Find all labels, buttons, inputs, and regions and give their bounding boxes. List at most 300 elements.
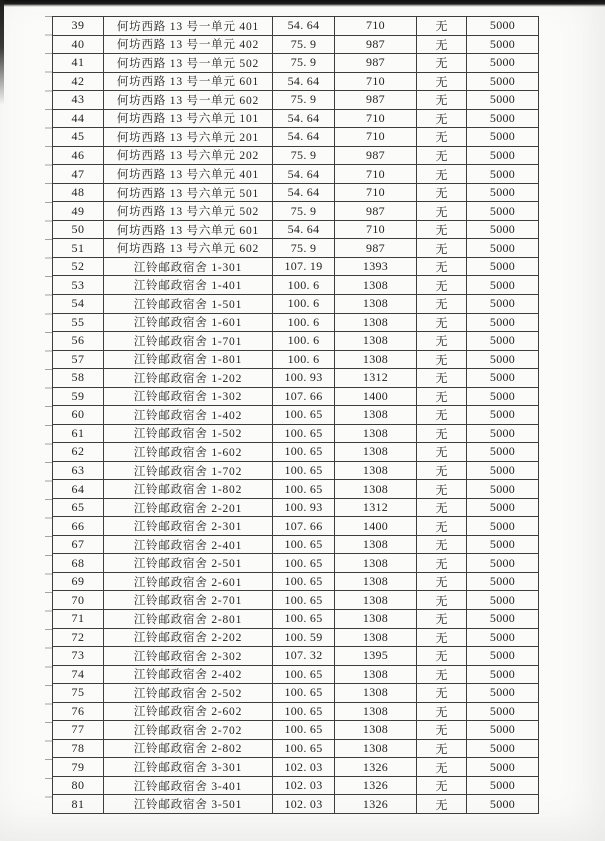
table-cell: 无	[417, 610, 467, 629]
table-row	[53, 72, 539, 91]
table-cell: 1308	[335, 424, 417, 443]
table-cell: 66	[53, 517, 104, 536]
table-cell: 41	[53, 54, 104, 73]
table-cell: 5000	[467, 554, 539, 573]
table-cell: 无	[417, 443, 467, 462]
table-cell: 100. 65	[273, 424, 335, 443]
table-cell: 5000	[467, 498, 539, 517]
table-cell: 无	[417, 350, 467, 369]
table-cell: 100. 65	[273, 702, 335, 721]
table-cell: 无	[417, 202, 467, 221]
table-cell: 100. 65	[273, 739, 335, 758]
table-cell: 79	[53, 758, 104, 777]
table-row	[53, 294, 539, 313]
table-row	[53, 276, 539, 295]
table-cell: 1308	[335, 665, 417, 684]
table-cell: 1326	[335, 776, 417, 795]
table-cell: 何坊西路 13 号一单元 502	[104, 54, 273, 73]
table-cell: 5000	[467, 758, 539, 777]
table-cell: 100. 65	[273, 572, 335, 591]
table-cell: 1308	[335, 572, 417, 591]
table-cell: 何坊西路 13 号六单元 202	[104, 146, 273, 165]
table-cell: 无	[417, 406, 467, 425]
table-cell: 江铃邮政宿舍 3-301	[104, 758, 273, 777]
property-table-body	[53, 17, 539, 814]
table-cell: 5000	[467, 165, 539, 184]
table-cell: 江铃邮政宿舍 2-402	[104, 665, 273, 684]
table-cell: 1308	[335, 350, 417, 369]
table-cell: 5000	[467, 350, 539, 369]
table-cell: 无	[417, 776, 467, 795]
table-cell: 江铃邮政宿舍 2-302	[104, 647, 273, 666]
table-cell: 5000	[467, 702, 539, 721]
table-cell: 无	[417, 647, 467, 666]
table-cell: 江铃邮政宿舍 1-701	[104, 332, 273, 351]
table-cell: 江铃邮政宿舍 2-602	[104, 702, 273, 721]
table-row	[53, 332, 539, 351]
table-cell: 54. 64	[273, 128, 335, 147]
table-cell: 何坊西路 13 号六单元 601	[104, 220, 273, 239]
table-row	[53, 220, 539, 239]
table-cell: 江铃邮政宿舍 2-401	[104, 535, 273, 554]
table-cell: 5000	[467, 572, 539, 591]
table-cell: 5000	[467, 461, 539, 480]
table-cell: 无	[417, 17, 467, 36]
table-row	[53, 776, 539, 795]
table-cell: 江铃邮政宿舍 2-201	[104, 498, 273, 517]
table-row	[53, 591, 539, 610]
table-cell: 1308	[335, 739, 417, 758]
table-cell: 52	[53, 257, 104, 276]
table-cell: 62	[53, 443, 104, 462]
table-cell: 75. 9	[273, 35, 335, 54]
table-cell: 1308	[335, 535, 417, 554]
table-cell: 5000	[467, 257, 539, 276]
table-row	[53, 758, 539, 777]
table-cell: 无	[417, 387, 467, 406]
table-cell: 69	[53, 572, 104, 591]
table-cell: 46	[53, 146, 104, 165]
table-cell: 710	[335, 220, 417, 239]
table-row	[53, 91, 539, 110]
table-cell: 75. 9	[273, 54, 335, 73]
table-cell: 何坊西路 13 号六单元 201	[104, 128, 273, 147]
table-row	[53, 461, 539, 480]
table-cell: 无	[417, 109, 467, 128]
table-cell: 100. 93	[273, 498, 335, 517]
table-cell: 61	[53, 424, 104, 443]
table-cell: 无	[417, 498, 467, 517]
table-cell: 60	[53, 406, 104, 425]
table-cell: 无	[417, 517, 467, 536]
table-cell: 无	[417, 128, 467, 147]
table-cell: 5000	[467, 610, 539, 629]
table-cell: 江铃邮政宿舍 1-501	[104, 294, 273, 313]
table-cell: 1308	[335, 461, 417, 480]
table-cell: 无	[417, 535, 467, 554]
table-cell: 5000	[467, 220, 539, 239]
table-row	[53, 183, 539, 202]
table-row	[53, 572, 539, 591]
table-cell: 75. 9	[273, 239, 335, 258]
table-cell: 1308	[335, 332, 417, 351]
table-cell: 100. 65	[273, 665, 335, 684]
table-cell: 何坊西路 13 号六单元 602	[104, 239, 273, 258]
table-cell: 何坊西路 13 号六单元 101	[104, 109, 273, 128]
table-row	[53, 369, 539, 388]
table-row	[53, 239, 539, 258]
table-cell: 无	[417, 165, 467, 184]
table-row	[53, 54, 539, 73]
table-row	[53, 109, 539, 128]
table-row	[53, 313, 539, 332]
table-cell: 5000	[467, 406, 539, 425]
table-cell: 78	[53, 739, 104, 758]
table-cell: 江铃邮政宿舍 2-802	[104, 739, 273, 758]
table-cell: 710	[335, 165, 417, 184]
table-cell: 1326	[335, 795, 417, 814]
table-cell: 5000	[467, 369, 539, 388]
table-cell: 江铃邮政宿舍 2-501	[104, 554, 273, 573]
table-cell: 5000	[467, 443, 539, 462]
table-cell: 江铃邮政宿舍 1-202	[104, 369, 273, 388]
table-cell: 5000	[467, 109, 539, 128]
table-cell: 江铃邮政宿舍 3-501	[104, 795, 273, 814]
table-cell: 65	[53, 498, 104, 517]
table-cell: 江铃邮政宿舍 2-701	[104, 591, 273, 610]
table-cell: 987	[335, 146, 417, 165]
table-row	[53, 647, 539, 666]
table-cell: 无	[417, 461, 467, 480]
table-cell: 江铃邮政宿舍 1-801	[104, 350, 273, 369]
table-cell: 987	[335, 202, 417, 221]
table-cell: 100. 6	[273, 276, 335, 295]
table-cell: 1308	[335, 628, 417, 647]
table-cell: 无	[417, 665, 467, 684]
table-cell: 107. 66	[273, 387, 335, 406]
table-cell: 100. 65	[273, 610, 335, 629]
table-row	[53, 387, 539, 406]
table-cell: 75. 9	[273, 202, 335, 221]
table-cell: 50	[53, 220, 104, 239]
table-row	[53, 628, 539, 647]
table-cell: 无	[417, 424, 467, 443]
table-cell: 5000	[467, 239, 539, 258]
table-cell: 1308	[335, 276, 417, 295]
table-cell: 江铃邮政宿舍 2-702	[104, 721, 273, 740]
table-row	[53, 443, 539, 462]
table-cell: 102. 03	[273, 776, 335, 795]
table-cell: 无	[417, 758, 467, 777]
table-cell: 100. 6	[273, 350, 335, 369]
table-cell: 710	[335, 72, 417, 91]
table-cell: 无	[417, 35, 467, 54]
table-cell: 5000	[467, 535, 539, 554]
scan-top-edge-artifact	[0, 0, 605, 7]
table-cell: 70	[53, 591, 104, 610]
table-cell: 100. 6	[273, 313, 335, 332]
table-cell: 43	[53, 91, 104, 110]
table-cell: 江铃邮政宿舍 1-502	[104, 424, 273, 443]
table-cell: 100. 65	[273, 535, 335, 554]
table-cell: 54. 64	[273, 183, 335, 202]
table-cell: 江铃邮政宿舍 1-402	[104, 406, 273, 425]
table-cell: 58	[53, 369, 104, 388]
table-row	[53, 684, 539, 703]
table-cell: 5000	[467, 128, 539, 147]
table-row	[53, 35, 539, 54]
table-cell: 1308	[335, 591, 417, 610]
table-cell: 55	[53, 313, 104, 332]
table-cell: 5000	[467, 183, 539, 202]
table-cell: 75. 9	[273, 91, 335, 110]
table-cell: 何坊西路 13 号一单元 602	[104, 91, 273, 110]
table-cell: 53	[53, 276, 104, 295]
table-cell: 1308	[335, 610, 417, 629]
table-cell: 100. 65	[273, 684, 335, 703]
table-cell: 5000	[467, 776, 539, 795]
table-cell: 无	[417, 72, 467, 91]
table-row	[53, 795, 539, 814]
table-cell: 1395	[335, 647, 417, 666]
table-cell: 45	[53, 128, 104, 147]
table-cell: 987	[335, 54, 417, 73]
table-row	[53, 165, 539, 184]
table-cell: 5000	[467, 202, 539, 221]
table-cell: 75	[53, 684, 104, 703]
table-cell: 63	[53, 461, 104, 480]
table-cell: 无	[417, 369, 467, 388]
table-cell: 5000	[467, 294, 539, 313]
table-cell: 5000	[467, 739, 539, 758]
table-cell: 无	[417, 480, 467, 499]
table-cell: 无	[417, 684, 467, 703]
table-cell: 无	[417, 239, 467, 258]
table-cell: 1308	[335, 443, 417, 462]
table-cell: 710	[335, 128, 417, 147]
table-cell: 江铃邮政宿舍 1-301	[104, 257, 273, 276]
table-cell: 无	[417, 146, 467, 165]
table-row	[53, 517, 539, 536]
table-cell: 987	[335, 91, 417, 110]
table-row	[53, 424, 539, 443]
table-cell: 无	[417, 739, 467, 758]
table-cell: 何坊西路 13 号一单元 401	[104, 17, 273, 36]
table-row	[53, 406, 539, 425]
table-cell: 无	[417, 313, 467, 332]
table-cell: 何坊西路 13 号六单元 501	[104, 183, 273, 202]
table-cell: 江铃邮政宿舍 1-802	[104, 480, 273, 499]
table-cell: 42	[53, 72, 104, 91]
table-cell: 1308	[335, 684, 417, 703]
table-row	[53, 610, 539, 629]
table-cell: 54. 64	[273, 220, 335, 239]
table-cell: 68	[53, 554, 104, 573]
table-cell: 5000	[467, 72, 539, 91]
table-cell: 江铃邮政宿舍 2-502	[104, 684, 273, 703]
table-cell: 无	[417, 183, 467, 202]
table-cell: 5000	[467, 332, 539, 351]
table-row	[53, 128, 539, 147]
table-cell: 54. 64	[273, 72, 335, 91]
table-cell: 5000	[467, 665, 539, 684]
table-cell: 57	[53, 350, 104, 369]
table-row	[53, 721, 539, 740]
scan-left-edge-artifact	[0, 0, 4, 105]
table-cell: 51	[53, 239, 104, 258]
table-row	[53, 498, 539, 517]
table-cell: 无	[417, 220, 467, 239]
table-row	[53, 202, 539, 221]
table-cell: 39	[53, 17, 104, 36]
table-cell: 49	[53, 202, 104, 221]
table-cell: 5000	[467, 628, 539, 647]
table-cell: 107. 32	[273, 647, 335, 666]
table-cell: 江铃邮政宿舍 1-401	[104, 276, 273, 295]
table-cell: 无	[417, 702, 467, 721]
table-row	[53, 665, 539, 684]
table-cell: 无	[417, 332, 467, 351]
table-cell: 71	[53, 610, 104, 629]
table-row	[53, 350, 539, 369]
table-cell: 1400	[335, 517, 417, 536]
table-cell: 80	[53, 776, 104, 795]
table-row	[53, 17, 539, 36]
table-cell: 何坊西路 13 号一单元 402	[104, 35, 273, 54]
table-cell: 100. 65	[273, 461, 335, 480]
table-cell: 无	[417, 721, 467, 740]
table-cell: 5000	[467, 424, 539, 443]
table-cell: 107. 19	[273, 257, 335, 276]
table-cell: 72	[53, 628, 104, 647]
table-cell: 40	[53, 35, 104, 54]
table-cell: 1308	[335, 294, 417, 313]
table-cell: 无	[417, 795, 467, 814]
table-cell: 44	[53, 109, 104, 128]
table-cell: 1308	[335, 702, 417, 721]
table-cell: 100. 6	[273, 294, 335, 313]
table-cell: 5000	[467, 313, 539, 332]
table-cell: 江铃邮政宿舍 1-702	[104, 461, 273, 480]
table-cell: 710	[335, 109, 417, 128]
table-cell: 100. 65	[273, 480, 335, 499]
table-cell: 1326	[335, 758, 417, 777]
table-cell: 54. 64	[273, 109, 335, 128]
table-cell: 5000	[467, 146, 539, 165]
table-cell: 何坊西路 13 号六单元 502	[104, 202, 273, 221]
table-cell: 1308	[335, 721, 417, 740]
table-cell: 5000	[467, 647, 539, 666]
table-cell: 1308	[335, 480, 417, 499]
table-cell: 1312	[335, 498, 417, 517]
table-cell: 1308	[335, 313, 417, 332]
table-cell: 无	[417, 591, 467, 610]
table-row	[53, 146, 539, 165]
table-cell: 5000	[467, 721, 539, 740]
table-cell: 5000	[467, 91, 539, 110]
table-cell: 107. 66	[273, 517, 335, 536]
table-cell: 54. 64	[273, 17, 335, 36]
table-cell: 1312	[335, 369, 417, 388]
table-cell: 1400	[335, 387, 417, 406]
table-cell: 无	[417, 554, 467, 573]
property-table	[52, 16, 539, 814]
table-cell: 987	[335, 35, 417, 54]
table-cell: 无	[417, 276, 467, 295]
table-cell: 67	[53, 535, 104, 554]
table-cell: 江铃邮政宿舍 1-601	[104, 313, 273, 332]
table-cell: 59	[53, 387, 104, 406]
table-cell: 无	[417, 628, 467, 647]
table-cell: 5000	[467, 517, 539, 536]
table-cell: 无	[417, 294, 467, 313]
table-cell: 江铃邮政宿舍 3-401	[104, 776, 273, 795]
table-cell: 100. 6	[273, 332, 335, 351]
table-cell: 5000	[467, 591, 539, 610]
table-cell: 74	[53, 665, 104, 684]
table-cell: 48	[53, 183, 104, 202]
table-cell: 5000	[467, 684, 539, 703]
table-cell: 江铃邮政宿舍 2-301	[104, 517, 273, 536]
table-cell: 5000	[467, 17, 539, 36]
table-row	[53, 257, 539, 276]
table-cell: 何坊西路 13 号一单元 601	[104, 72, 273, 91]
table-row	[53, 702, 539, 721]
table-cell: 76	[53, 702, 104, 721]
table-cell: 100. 65	[273, 443, 335, 462]
table-row	[53, 480, 539, 499]
table-row	[53, 739, 539, 758]
table-cell: 987	[335, 239, 417, 258]
table-cell: 江铃邮政宿舍 1-602	[104, 443, 273, 462]
table-cell: 47	[53, 165, 104, 184]
table-cell: 5000	[467, 276, 539, 295]
table-cell: 102. 03	[273, 795, 335, 814]
table-cell: 5000	[467, 795, 539, 814]
table-cell: 江铃邮政宿舍 1-302	[104, 387, 273, 406]
table-cell: 100. 65	[273, 406, 335, 425]
table-cell: 无	[417, 91, 467, 110]
table-cell: 100. 65	[273, 554, 335, 573]
table-cell: 1308	[335, 406, 417, 425]
table-cell: 77	[53, 721, 104, 740]
table-cell: 102. 03	[273, 758, 335, 777]
table-cell: 100. 65	[273, 591, 335, 610]
table-cell: 73	[53, 647, 104, 666]
table-cell: 江铃邮政宿舍 2-601	[104, 572, 273, 591]
table-cell: 54	[53, 294, 104, 313]
table-cell: 5000	[467, 54, 539, 73]
table-cell: 710	[335, 17, 417, 36]
table-cell: 无	[417, 54, 467, 73]
table-cell: 5000	[467, 387, 539, 406]
table-cell: 54. 64	[273, 165, 335, 184]
table-cell: 56	[53, 332, 104, 351]
table-cell: 100. 59	[273, 628, 335, 647]
table-cell: 100. 93	[273, 369, 335, 388]
table-cell: 何坊西路 13 号六单元 401	[104, 165, 273, 184]
table-cell: 81	[53, 795, 104, 814]
table-cell: 5000	[467, 35, 539, 54]
table-row	[53, 554, 539, 573]
table-cell: 5000	[467, 480, 539, 499]
table-cell: 江铃邮政宿舍 2-202	[104, 628, 273, 647]
table-cell: 64	[53, 480, 104, 499]
table-cell: 710	[335, 183, 417, 202]
table-cell: 1308	[335, 554, 417, 573]
table-cell: 江铃邮政宿舍 2-801	[104, 610, 273, 629]
table-cell: 75. 9	[273, 146, 335, 165]
